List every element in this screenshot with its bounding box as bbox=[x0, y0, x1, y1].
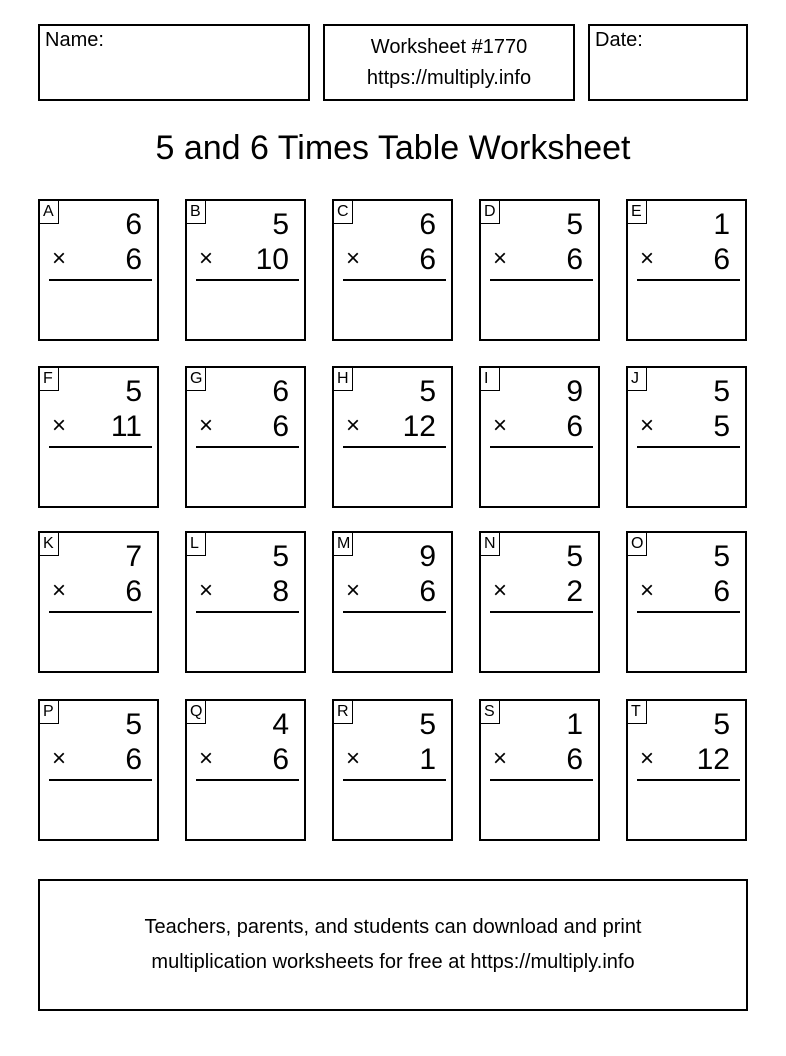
multiplicand: 5 bbox=[566, 540, 583, 573]
problem-letter: Q bbox=[186, 700, 206, 724]
multiplicand: 6 bbox=[272, 375, 289, 408]
answer-line bbox=[343, 611, 446, 613]
times-icon: × bbox=[640, 745, 655, 772]
problem-letter: E bbox=[627, 200, 647, 224]
name-label: Name: bbox=[45, 29, 104, 51]
footer-text-line-2: multiplication worksheets for free at https://multiply.info bbox=[151, 951, 635, 973]
problem-card[interactable] bbox=[38, 699, 159, 841]
answer-line bbox=[196, 279, 299, 281]
answer-line bbox=[49, 779, 152, 781]
times-icon: × bbox=[52, 412, 67, 439]
date-field[interactable] bbox=[588, 24, 748, 101]
multiplicand: 6 bbox=[125, 208, 142, 241]
problem-card[interactable] bbox=[626, 366, 747, 508]
times-icon: × bbox=[52, 577, 67, 604]
multiplier: 11 bbox=[110, 410, 142, 443]
times-icon: × bbox=[346, 745, 361, 772]
multiplicand: 7 bbox=[125, 540, 142, 573]
multiplier: 6 bbox=[419, 575, 436, 608]
multiplicand: 5 bbox=[272, 540, 289, 573]
multiplier: 6 bbox=[125, 743, 142, 776]
multiplicand: 1 bbox=[566, 708, 583, 741]
problem-letter: G bbox=[186, 367, 206, 391]
problem-letter: T bbox=[627, 700, 647, 724]
name-field[interactable] bbox=[38, 24, 310, 101]
times-icon: × bbox=[199, 412, 214, 439]
problem-card[interactable] bbox=[185, 699, 306, 841]
answer-line bbox=[343, 279, 446, 281]
times-icon: × bbox=[493, 412, 508, 439]
problem-letter: O bbox=[627, 532, 647, 556]
problem-card[interactable] bbox=[479, 699, 600, 841]
worksheet-number: Worksheet #1770 bbox=[370, 36, 528, 58]
worksheet-info-box bbox=[323, 24, 575, 101]
problem-letter: D bbox=[480, 200, 500, 224]
times-icon: × bbox=[346, 577, 361, 604]
multiplicand: 5 bbox=[272, 208, 289, 241]
problem-card[interactable] bbox=[185, 199, 306, 341]
problem-letter: M bbox=[333, 532, 353, 556]
times-icon: × bbox=[346, 245, 361, 272]
times-icon: × bbox=[346, 412, 361, 439]
multiplier: 6 bbox=[566, 410, 583, 443]
times-icon: × bbox=[199, 745, 214, 772]
multiplicand: 5 bbox=[713, 708, 730, 741]
date-label: Date: bbox=[595, 29, 643, 51]
multiplicand: 1 bbox=[713, 208, 730, 241]
problem-letter: B bbox=[186, 200, 206, 224]
times-icon: × bbox=[199, 245, 214, 272]
times-icon: × bbox=[199, 577, 214, 604]
multiplicand: 4 bbox=[272, 708, 289, 741]
answer-line bbox=[49, 279, 152, 281]
multiplicand: 6 bbox=[419, 208, 436, 241]
problem-letter: K bbox=[39, 532, 59, 556]
problem-card[interactable] bbox=[38, 199, 159, 341]
answer-line bbox=[196, 611, 299, 613]
multiplicand: 9 bbox=[566, 375, 583, 408]
times-icon: × bbox=[640, 245, 655, 272]
answer-line bbox=[637, 611, 740, 613]
times-icon: × bbox=[640, 412, 655, 439]
problem-card[interactable] bbox=[38, 531, 159, 673]
problem-letter: H bbox=[333, 367, 353, 391]
multiplicand: 5 bbox=[713, 540, 730, 573]
problem-letter: A bbox=[39, 200, 59, 224]
multiplier: 6 bbox=[272, 410, 289, 443]
problem-card[interactable] bbox=[185, 531, 306, 673]
times-icon: × bbox=[52, 745, 67, 772]
problem-letter: F bbox=[39, 367, 59, 391]
times-icon: × bbox=[493, 245, 508, 272]
problem-letter: L bbox=[186, 532, 206, 556]
problem-card[interactable] bbox=[626, 199, 747, 341]
multiplier: 6 bbox=[125, 575, 142, 608]
multiplier: 12 bbox=[402, 410, 436, 443]
answer-line bbox=[637, 446, 740, 448]
answer-line bbox=[49, 611, 152, 613]
worksheet-url: https://multiply.info bbox=[366, 67, 532, 89]
times-icon: × bbox=[640, 577, 655, 604]
multiplicand: 5 bbox=[566, 208, 583, 241]
answer-line bbox=[490, 611, 593, 613]
multiplier: 12 bbox=[696, 743, 730, 776]
problem-letter: I bbox=[480, 367, 500, 391]
answer-line bbox=[49, 446, 152, 448]
answer-line bbox=[490, 446, 593, 448]
multiplicand: 9 bbox=[419, 540, 436, 573]
problem-letter: P bbox=[39, 700, 59, 724]
problem-letter: J bbox=[627, 367, 647, 391]
answer-line bbox=[196, 779, 299, 781]
problem-card[interactable] bbox=[479, 531, 600, 673]
problem-card[interactable] bbox=[626, 699, 747, 841]
multiplicand: 5 bbox=[125, 708, 142, 741]
multiplier: 8 bbox=[272, 575, 289, 608]
problem-card[interactable] bbox=[332, 531, 453, 673]
answer-line bbox=[196, 446, 299, 448]
problem-card[interactable] bbox=[332, 699, 453, 841]
page-title: 5 and 6 Times Table Worksheet bbox=[155, 129, 631, 167]
problem-card[interactable] bbox=[185, 366, 306, 508]
multiplier: 6 bbox=[566, 243, 583, 276]
problem-letter: R bbox=[333, 700, 353, 724]
problem-card[interactable] bbox=[479, 366, 600, 508]
multiplier: 5 bbox=[713, 410, 730, 443]
footer-text-line-1: Teachers, parents, and students can download and print bbox=[144, 916, 642, 938]
problem-card[interactable] bbox=[479, 199, 600, 341]
problem-card[interactable] bbox=[332, 199, 453, 341]
multiplier: 6 bbox=[125, 243, 142, 276]
problem-card[interactable] bbox=[626, 531, 747, 673]
multiplier: 6 bbox=[272, 743, 289, 776]
answer-line bbox=[637, 279, 740, 281]
problem-letter: S bbox=[480, 700, 500, 724]
answer-line bbox=[490, 279, 593, 281]
problem-card[interactable] bbox=[332, 366, 453, 508]
multiplier: 6 bbox=[713, 575, 730, 608]
times-icon: × bbox=[52, 245, 67, 272]
answer-line bbox=[343, 446, 446, 448]
multiplier: 2 bbox=[566, 575, 583, 608]
answer-line bbox=[490, 779, 593, 781]
multiplier: 10 bbox=[255, 243, 289, 276]
answer-line bbox=[343, 779, 446, 781]
multiplicand: 5 bbox=[419, 375, 436, 408]
problem-card[interactable] bbox=[38, 366, 159, 508]
multiplier: 6 bbox=[419, 243, 436, 276]
multiplier: 1 bbox=[419, 743, 436, 776]
answer-line bbox=[637, 779, 740, 781]
multiplier: 6 bbox=[713, 243, 730, 276]
problem-letter: N bbox=[480, 532, 500, 556]
multiplicand: 5 bbox=[713, 375, 730, 408]
footer-box bbox=[38, 879, 748, 1011]
times-icon: × bbox=[493, 745, 508, 772]
problem-letter: C bbox=[333, 200, 353, 224]
multiplier: 6 bbox=[566, 743, 583, 776]
times-icon: × bbox=[493, 577, 508, 604]
multiplicand: 5 bbox=[125, 375, 142, 408]
multiplicand: 5 bbox=[419, 708, 436, 741]
